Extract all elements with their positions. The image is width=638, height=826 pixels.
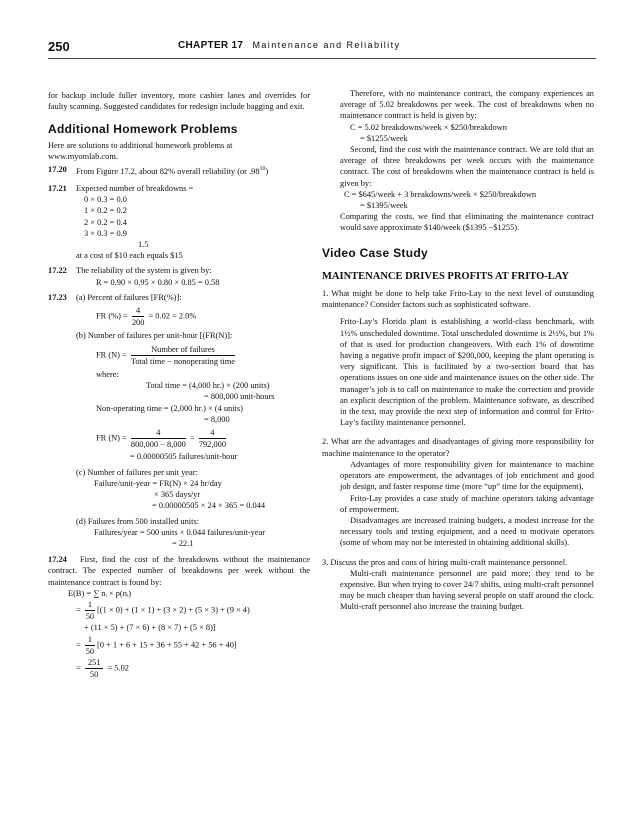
breakdown-row: 2 × 0.2 = 0.4 (84, 217, 127, 227)
chapter-heading (178, 40, 400, 51)
answer-2c: Disadvantages are increased training budgets, a modest increase for the necessary tools and testing equipment, and a need to motivate operators (some of whom may not be interested in obtaining additional skills). (340, 515, 594, 548)
problem-17-21: 17.21 Expected number of breakdowns = 0 × 0.3 = 0.0 1 × 0.2 = 0.2 2 × 0.2 = 0.4 3 × 0.3 = 0.9 1.5 at a cost of $10 each equals $15 (48, 183, 310, 261)
page-number: 250 (48, 39, 70, 54)
page-header (48, 36, 596, 59)
breakdown-total: 1.5 (138, 240, 149, 250)
breakdown-row: 0 × 0.3 = 0.0 (84, 195, 127, 205)
answer-2a: Advantages of more responsibility given for maintenance to machine operators are empowerment, the advantages of job enrichment and good job design, and faster response time (more “up” time for the equipment). (340, 459, 594, 492)
chapter-label: CHAPTER 17 (178, 40, 244, 51)
myomlab-link[interactable]: www.myomlab.com. (48, 151, 118, 161)
problem-17-23: 17.23 (a) Percent of failures [FR(%)]: FR (%) = $\frac{4}{200}$ = 0.02 = 2.0% (b) Number of failures per unit-hour [(FR(N)]: FR (N) = $\frac{\text{Number of failures}}{\text{Total time − nonoperating time}}$ where: Total time = (4,000 hr.) × (200 units) = 800,000 unit-hours Non-operating time = (2,000 hr.) × (4 units) = 8,000 FR (N) = $\frac{4}{800,000 - 8,000}$ = $\frac{4}{792,000}$ = 0.00000505 failures/unit-hour (c) Number of failures per unit year: Failure/unit-year = FR(N) × 24 hr/day × 365 days/yr = 0.00000505 × 24 × 365 = 0.044 (d) Failures from 500 installed units: Failures/year = 500 units × 0.044 failures/unit-year = 22.1 (48, 292, 275, 548)
section-intro: Here are solutions to additional homework problems at www.myomlab.com. (48, 140, 233, 161)
question-3: 3. Discuss the pros and cons of hiring multi-craft maintenance personnel. (322, 557, 568, 567)
answer-3: Multi-craft maintenance personnel are paid more; they tend to be expensive. But when trying to cover 24/7 shifts, using multi-craft personnel may be much cheaper than having several people on staff around the clock. Multi-craft personnel also increase the training budget. (340, 568, 594, 612)
cost-equation-1: C = 5.02 breakdowns/week × $250/breakdown (350, 122, 507, 132)
cost-paragraph-2: Second, find the cost with the maintenance contract. We are told that an average of three breakdowns per week occurs with the maintenance contract. The cost of breakdowns when the maintenance contract is held is given by: (340, 145, 594, 188)
case-title: MAINTENANCE DRIVES PROFITS AT FRITO-LAY (322, 270, 569, 282)
left-column: for backup include fuller inventory, more cashier lanes and overrides for faulty scanning. Suggested candidates for redesign include bagging and exit. Additional Homework Problems Here are solutions to additional homework problems at www.myomlab.com. 17.20 From Figure 17.2, about 82% overall reliability (or $.98^{10}$) 17.21 Expected number of breakdowns = 0 × 0.3 = 0.0 1 × 0.2 = 0.2 2 × 0.2 = 0.4 3 × 0.3 = 0.9 1.5 at a cost of $10 each equals $15 17.22 The reliability of the system is given by: R = 0.90 × 0.95 × 0.80 × 0.85 = 0.58 17.23 (a) Percent of failures [FR(%)]: FR (%) = $\frac{4}{200}$ = 0.02 = 2.0% (b) Number of failures per unit-hour [(FR(N)]: FR (N) = $\frac{\text{Number of failures}}{\text{Total time − nonoperating time}}$ where: Total time = (4,000 hr.) × (200 units) = 800,000 unit-hours Non-operating time = (2,000 hr.) × (4 units) = 8,000 FR (N) = $\frac{4}{800,000 - 8,000}$ = $\frac{4}{792,000}$ = 0.00000505 failures/unit-hour (c) Number of failures per unit year: Failure/unit-year = FR(N) × 24 hr/day × 365 days/yr = 0.00000505 × 24 × 365 = 0.044 (d) Failures from 500 installed units: Failures/year = 500 units × 0.044 failures/unit-year = 22.1 17.24 First, find the cost of the breakdowns without the maintenance contract. The expected number of breakdowns per week without the maintenance contract is found by: E(B) = ∑ nᵢ × p(nᵢ) = $\frac{1}{50}$ [(1 × 0) + (1 × 1) + (3 × 2) + (5 × 3) + (9 × 4) + (11 × 5) + (7 × 6) + (8 × 7) + (5 × 8)] = $\frac{1}{50}$ [0 + 1 + 6 + 15 + 36 + 55 + 42 + 56 + 40] = $\frac{251}{50}$ = 5.02 (48, 91, 311, 680)
problem-17-24: 17.24 First, find the cost of the breakdowns without the maintenance contract. The expected number of breakdowns per week without the maintenance contract is found by: (48, 555, 311, 587)
question-2: 2. What are the advantages and disadvantages of giving more responsibility for machine maintenance to the operator? (322, 437, 594, 458)
right-column: Therefore, with no maintenance contract, the company experiences an average of 5.02 breakdowns per week. The cost of breakdowns when no maintenance contract is held is given by: C = 5.02 breakdowns/week × $250/breakdown = $1255/week Second, find the cost with the maintenance contract. We are told that an average of three breakdowns per week occurs with the maintenance contract. The cost of breakdowns when the maintenance contract is held is given by: C = $645/week + 3 breakdowns/week × $250/breakdown = $1395/week Comparing the costs, we find that eliminating the maintenance contract would save approximate $140/week ($1395 −$1255). Video Case Study MAINTENANCE DRIVES PROFITS AT FRITO-LAY 1. What might be done to help take Frito-Lay to the next level of outstanding maintenance? Consider factors such as sophisticated software. Frito-Lay’s Florida plant is establishing a world-class benchmark, with 1½% unscheduled downtime. Total unscheduled downtime is 2½%, but 1% of that is used for production changeovers. With each 1% of downtime having a negative profit impact of $200,000, keeping the plant operating is very significant. This is facilitated by a two-section board that has operations issues on one side and maintenance issues on the other side. The manager’s job is to call on maintenance to make the correction and provide an explicit description of the problem. Maintenance software, as described in the text, may provide the next step of information and control for Frito-Lay’s facility maintenance personnel. 2. What are the advantages and disadvantages of giving more responsibility for machine maintenance to the operator? Advantages of more responsibility given for maintenance to machine operators are empowerment, the advantages of job enrichment and good job design, and faster response time (more “up” time for the equipment). Frito-Lay provides a case study of machine operators taking advantage of empowerment. Disadvantages are increased training budgets, a modest increase for the necessary tools and testing equipment, and a need to motivate operators (some of whom may not be interested in obtaining additional skills). 3. Discuss the pros and cons of hiring multi-craft maintenance personnel. Multi-craft maintenance personnel are paid more; they tend to be expensive. But when trying to cover 24/7 shifts, using multi-craft personnel may be much cheaper than having several people on staff around the clock. Multi-craft personnel also increase the training budget. (322, 89, 594, 612)
breakdown-row: 3 × 0.3 = 0.9 (84, 228, 127, 238)
answer-1: Frito-Lay’s Florida plant is establishing a world-class benchmark, with 1½% unscheduled downtime. Total unscheduled downtime is 2½%, but 1% of that is used for production changeovers. With each 1% of downtime having a negative profit impact of $200,000, keeping the plant operating is very significant. This is facilitated by a two-section board that has operations issues on one side and maintenance issues on the other side. The manager’s job is to call on maintenance to make the correction and provide an explicit description of the problem. Maintenance software, as described in the text, may provide the next step of information and control for Frito-Lay’s facility maintenance personnel. (340, 317, 594, 428)
expected-breakdowns-eq: E(B) = ∑ nᵢ × p(nᵢ) (68, 588, 132, 598)
cost-paragraph-1: Therefore, with no maintenance contract, the company experiences an average of 5.02 breakdowns per week. The cost of breakdowns when no maintenance contract is held is given by: (340, 89, 594, 121)
problem-17-20: 17.20 From Figure 17.2, about 82% overall reliability (or $.98^{10}$) (48, 165, 269, 176)
problem-17-22: 17.22 The reliability of the system is given by: R = 0.90 × 0.95 × 0.80 × 0.85 = 0.58 (48, 266, 220, 287)
intro-paragraph: for backup include fuller inventory, more cashier lanes and overrides for faulty scanning. Suggested candidates for redesign include bagging and exit. (48, 91, 310, 112)
video-case-title: Video Case Study (322, 245, 428, 260)
question-1: 1. What might be done to help take Frito-Lay to the next level of outstanding maintenance? Consider factors such as sophisticated software. (322, 289, 594, 310)
answer-2b: Frito-Lay provides a case study of machine operators taking advantage of empowerment. (340, 493, 594, 514)
breakdown-row: 1 × 0.2 = 0.2 (84, 206, 127, 216)
section-title: Additional Homework Problems (48, 122, 238, 137)
cost-paragraph-3: Comparing the costs, we find that eliminating the maintenance contract would save approximate $140/week ($1395 −$1255). (340, 212, 594, 233)
chapter-title: Maintenance and Reliability (252, 40, 401, 50)
cost-equation-2: C = $645/week + 3 breakdowns/week × $250/breakdown (344, 189, 537, 199)
